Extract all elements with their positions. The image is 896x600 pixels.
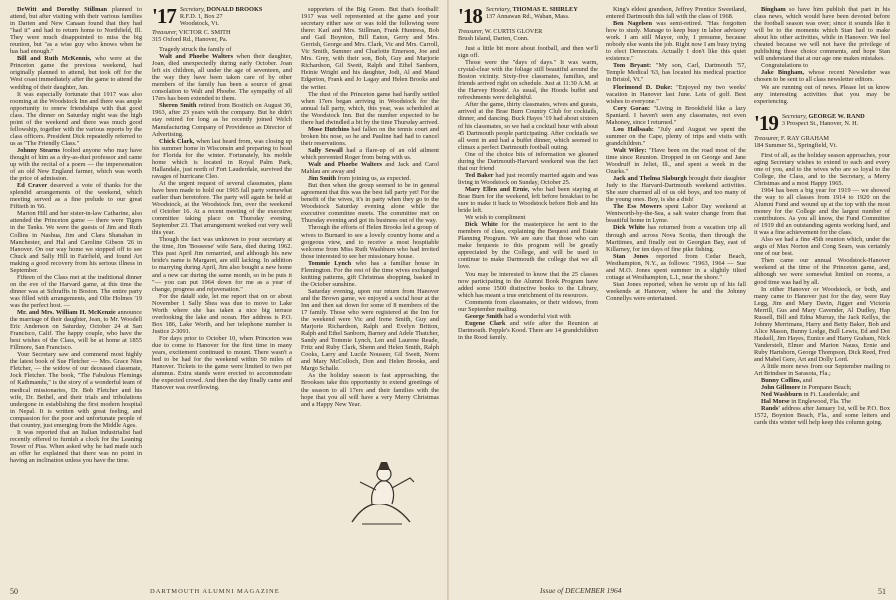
secretary-name: DONALD BROOKS [206, 6, 263, 13]
page-gutter [447, 0, 449, 600]
name-highlight: Ted Baker [465, 171, 494, 179]
paragraph [754, 398, 890, 405]
paragraph-text: deserved a vote of thanks for the splendid arrangements of the weekend, which meeting served as a fine prelude to our great Fiftieth in '66. [10, 182, 142, 211]
paragraph [606, 175, 746, 203]
paragraph-text: has returned from a vacation trip all through and across Nova Scotia, then through the Maritimes, and finally out to Georgian Bay, east of Killarney, for ten days of fine pike fishing. [606, 224, 746, 253]
paragraph [152, 53, 292, 102]
paragraph [754, 391, 890, 398]
paragraph-text: for the masterpiece he sent to the members of class, explaining the Bequest and Estate Planning Program. We are sure that those who can make bequests to this program will be greatly appreciated by the College, and will be used to continue to make Dartmouth the college that we all love. [458, 221, 598, 271]
paragraph-text: retired from Bostitch on August 30, 1963, after 23 years with the company. But he didn't stay retired for long as he recently joined Welch Manufacturing Company of Providence as Director of Advertising. [152, 102, 292, 138]
paragraph-text: and [801, 377, 812, 385]
paragraph-text: After the game, thirty classmates, wives and guests, arrived at the Brae Burn Country Club for cocktails, dinner, and dancing. Buck Hayes '19 had about sixteen of his classmates, so we had a cocktail hour with about 45 Dartmouth people participating. After cocktails we all went in and had a buffet dinner, which seemed to climax a perfect Dartmouth football outing. [458, 101, 598, 151]
paragraph-text: planned to attend, but after visiting with their various families in Darien and New Canaan found that they had "had it" and had to return home to Northfield, Ill. They were much disappointed to miss the big reunion, but "as a wise guy who knows when he has had enough." [10, 6, 142, 56]
paragraph-text: We are running out of news. Please let us know any interesting activities that you may be experiencing. [754, 83, 890, 105]
paragraph-text: spent Labor Day weekend at Wentworth-by-the-Sea, a salt water change from that beautiful home in Lyme. [606, 203, 746, 225]
column-body [458, 45, 598, 341]
paragraph [606, 253, 746, 281]
paragraph [10, 91, 142, 147]
paragraph [152, 102, 292, 137]
paragraph-text: Marion Hill and her sister-in-law Catharine, also attended the Princeton game — there were Tigers in the Tanks. We were the guests of Jim and Ruth Collins in Nashua, Jim and Clara Shanahan in Manchester, and Hal and Caroline Gibson '26 in Hanover. On our way home we stopped off to see Chuck and Sally Hill in Fairfield, and found Art making a good recovery from his serious illness in September. [10, 210, 142, 274]
paragraph-text: Congratulations to [761, 62, 809, 70]
paragraph-text: One of the choice bits of information we gleaned during the Dartmouth-Harvard weekend was the fact that our friend [458, 150, 598, 172]
paragraph [458, 320, 598, 341]
paragraph [606, 20, 746, 62]
paragraph [754, 377, 890, 384]
paragraph [152, 236, 292, 292]
paragraph-text: As the holiday season is fast approaching, the Brookses take this opportunity to extend greetings of the season to all 17ers and their families with the hope that you all will have a very Merry Christmas and a Happy New Year. [301, 372, 439, 408]
name-highlight: Dick White [613, 224, 645, 232]
paragraph-text: King's eldest grandson, Jeffrey Prentice Sweetland, entered Dartmouth this fall with the class of 1968. [606, 6, 746, 21]
paragraph [152, 138, 292, 180]
paragraph-text: was semi-retired. "Has forgotten how to study. Manage to keep busy in labor advisory work. I am still Mayor, only, I presume, because nobody else wants the job. Right now I am busy trying to elect Democrats. Actually I don't like this quiet existence." [606, 20, 746, 63]
paragraph-text: and wife after the Reunion at Dartmouth. Pepple's Kood. There are 14 grandchildren in the Rood family. [458, 319, 598, 341]
paragraph [606, 224, 746, 252]
paragraph [152, 46, 292, 53]
treasurer-name: VICTOR C. SMITH [178, 29, 231, 36]
paragraph [606, 105, 746, 126]
paragraph-text: Comments from classmates, or their widows, from our September mailing. [458, 298, 598, 313]
paragraph [606, 281, 746, 302]
paragraph-text: Those were the "days of days." It was warm, crystal-clear with the foliage still beautiful around the Boston vicinity. Sixty-five classmates, families, and friends arrived right on schedule. Just at 11:30 A.M. at the Harvey Hoods'. As usual, the Hoods buffet and refreshments were delightful. [458, 59, 598, 102]
paragraph [754, 384, 890, 391]
class-year: '19 [754, 110, 778, 135]
paragraph-text: had fallen on the tennis court and broken his nose, so he and Pauline had had to cancel their reservations. [301, 125, 439, 147]
secretary-role: Secretary, [781, 112, 807, 120]
treasurer-address: 184 Summer St., Springfield, Vt. [754, 141, 838, 149]
secretary-address-1: R.F.D. 1, Box 27 [179, 13, 223, 20]
paragraph [754, 6, 890, 62]
name-highlight: Sheren Smith [159, 102, 197, 110]
paragraph-text: It was especially fortunate that 1917 was also rooming at the Woodstock Inn and there was ample opportunity to renew friendships with that good class. The dinner on Saturday night was the high point of the weekend and there was much good fellowship, together with the various reports by the class officers. President Dick repeatedly referred to us as "The Friendly Class." [10, 90, 142, 147]
paragraph-text: who had been staying at Brae Burn for the weekend, left before breakfast to be sure to make it back to Woodstock before Bob and his bride left. [458, 185, 598, 215]
paragraph-text: A little more news from our September mailing to Art Brindsee in Sarasota, Fla.; [754, 363, 890, 378]
name-highlight: Rands' [761, 405, 781, 413]
paragraph [754, 405, 890, 426]
name-highlight: Stan Jones [613, 252, 649, 260]
name-highlight: Ned Washburn [761, 391, 802, 399]
paragraph [10, 210, 142, 273]
paragraph [10, 55, 142, 90]
paragraph-text: Tragedy struck the family of [159, 46, 232, 53]
paragraph-text: when last heard from, was closing up his summer home in Wisconsin and preparing to head for Florida for the winter. Fortunately, his mobile home which is located in Royal Palm Park, Hallandale, just north of Fort Lauderdale, survived the ravages of hurricane Cleo. [152, 137, 292, 180]
paragraph-text: reported from Cedar Beach, Westhampton, N.Y., as follows: "1963, 1964 — Sue and M.O. Jones spent summer in a slightly tilted cottage at Westhampton, L.I., near the shore." [606, 252, 746, 281]
paragraph [10, 147, 142, 182]
paragraph [458, 151, 598, 172]
paragraph [754, 363, 890, 377]
name-highlight: Bunny Collins, [761, 377, 802, 385]
paragraph [754, 84, 890, 105]
paragraph [301, 260, 439, 288]
name-highlight: Tommie Lynch [308, 259, 352, 267]
paragraph [10, 182, 142, 210]
secretary-name: THOMAS E. SHIRLEY [512, 6, 578, 13]
name-highlight: Florimond D. Duke: [613, 83, 673, 91]
name-highlight: Tom Bryant: [613, 62, 652, 70]
paragraph-text: You may be interested to know that the 25 classes now participating in the Alumni Book Program have added some 1500 distinctive books to the Library, which has meant a true enrichment of its resources. [458, 270, 598, 299]
paragraph-text: who has a familiar house in Flemington. For the rest of the time wives exchanged knitting patterns, gift Christmas shopping, basked in the October sunshine. [301, 259, 439, 288]
name-highlight: Ben Nagelsen [613, 20, 652, 28]
paragraph [458, 45, 598, 59]
right-column-2 [606, 6, 746, 592]
paragraph [458, 172, 598, 186]
class-officers [782, 113, 865, 127]
treasurer-address: Brush Island, Darien, Conn. [458, 35, 529, 42]
running-foot-left: DARTMOUTH ALUMNI MAGAZINE [150, 588, 280, 595]
paragraph-text: foolied anyone who may have thought of him as a dry-as-dust professor and came up with the recital of a poem — the impersonation of an old New England farmer, which was worth the price of admission. [10, 146, 142, 183]
left-column-1 [10, 6, 142, 592]
paragraph-text: supporters of the Big Green. But that's football! 1917 was well represented at the game and your secretary either saw or was told the following were there: Karl and Mrs. Stillman, Frank Huntress, Bob and Gail Boynton, Bill Eaton, Gerry and Mrs. Gerrish, George and Mrs. Clark, Vic and Mrs. Carroll, Vic Smith, Sumner and Charlotte Emerson, Joe and Mrs. Grey, with their son, Bob, Guy and Marjorie Richardson, Gil Swett, Ralph and Ethel Sanborn, Heinie Wright and his daughter, Jodi, Al and Maud Edgerton, Frank and Jo Lagay and Helen Brooks and the writer. [301, 6, 439, 91]
paragraph-text: Saturday evening, upon our return from Hanover and the Brown game, we enjoyed a social hour at the Inn and then sat down for some of 8 members of the 17 family. Those who were registered at the Inn for the weekend were Vic and Irene Smith, Guy and Marjorie Richardson, Ralph and Evelyn Britton, Ralph and Ethel Sanborn, Barney and Adele Thatcher, Sandy and Tommie Lynch, Len and Laurene Reade, Fritz and Ruby Clark, Shenn and Helen Smith, Ralph Cooks, Larry and Lucile Nouseer, Gil Swett, Norm and Mary McColloch, Don and Helen Brooks, and Margo Schalle. [301, 287, 439, 373]
paragraph [301, 182, 439, 224]
paragraph-text: 1964 has been a big year for 1919 — we showed the way to all classes from 1914 to 1920 on the Alumni Fund and wound up at the top with the most money for the College and the largest number of contributors. As you all know, the Fund Committee of 1919 did an outstanding agents working hard, and it was a fine achievement for the class. [754, 186, 890, 237]
paragraph [458, 299, 598, 313]
paragraph-text: "Have been on the road most of the time since Reunion. Dropped in on George and Jane Woodruff in Jeliet, Ill., and spent a week in the Ozarks." [606, 146, 746, 176]
name-highlight: Jim Smith [308, 175, 337, 183]
name-highlight: Mose Hutchins [308, 125, 350, 133]
paragraph [606, 203, 746, 224]
paragraph [458, 59, 598, 101]
paragraph-text: "My son, Carl, Dartmouth '57, Temple Medical '63, has located his medical practice in Bristol, Vt." [606, 62, 746, 84]
paragraph [458, 313, 598, 320]
paragraph-text: But then when the group seemed to be in general agreement that this was the best fall party yet! For the benefit of the wives, it's in party when they go to the Woodstock Saturday evening alone while the executive committee meets. The committee met on Thursday evening and got its business out of the way. [301, 182, 439, 225]
secretary-address-1: 3 Prospect St., Hanover, N. H. [781, 119, 859, 127]
treasurer-role: Treasurer, [458, 28, 484, 35]
right-column-1 [458, 6, 598, 592]
paragraph [754, 69, 890, 83]
name-highlight: Johnny Stearns [17, 146, 60, 154]
secretary-address-2: Woodstock, Vt. [179, 20, 219, 27]
name-highlight: Sally Sewall [308, 146, 343, 154]
paragraph [606, 62, 746, 83]
paragraph-text: For days prior to October 10, when Princeton was due to come to Hanover for the first time in many years, excitement continued to mount. There wasn't a bed to be had for the weekend within 50 miles of Hanover. Tickets to the game were limited to two per alumnus. Extra stands were erected to accommodate the expected crowd. And then the day finally came and Hanover was overflowing. [152, 334, 292, 392]
class-year: '17 [152, 6, 176, 28]
class-header-17 [152, 6, 292, 27]
paragraph [301, 126, 439, 147]
paragraph [301, 161, 439, 175]
name-highlight: Jake Bingham, [761, 69, 805, 77]
name-highlight: The Ess Mowers [613, 203, 662, 211]
paragraph-text: In either Hanover or Woodstock, or both, and many came to Hanover just for the day, were Ray Legg, Jim and Mary Davin, Jigger and Victoria Merrill, Gus and Mary Cavender, Al Dudley, Hap Russell, Bill and Edna Murray, the Jack Kellys, the Johnny Merrimans, Harry and Betty Baker, Bob and Alice Mason, Bunny Lodge, Bull Lewis, Ed and Dot Haskell, Jim Hayes, Eunice and Harry Graham, Nick Vanderstelt, Elmer and Marion Nauss, Ernie and Ruby Hartshorn, George Thompson, Dick Reed, Fred and Mabel Gere, Art and Dolly Lord. [754, 285, 890, 364]
paragraph-text: Then came our annual Woodstock-Hanover weekend at the time of the Princeton game, and, although we were somewhat limited on rooms, a good time was had by all. [754, 257, 890, 286]
paragraph-text: Also we had a fine 45th reunion which, under the aegis of Max Norton and Cong Sears, was certainly one of our best. [754, 236, 890, 258]
name-highlight: Eugene Clark [465, 319, 506, 327]
paragraph-text: "Living in Brookfield like a lazy Spaniard. I haven't seen any classmates, not even Mahoney, since I returned." [606, 104, 746, 126]
name-highlight: Walt and Phoebe Walters [159, 53, 234, 61]
paragraph [152, 180, 292, 236]
paragraph-text: For the datalf side, let me report that on or about November 1 Sally Shea was due to move to Lake Worth where she has taken a nice big terrace overlooking the lake and ocean. Her address is P.O. Box 186, Lake Worth, and her telephone number is Justice 2-3091. [152, 292, 292, 335]
paragraph [152, 335, 292, 391]
secretary-role: Secretary, [179, 6, 205, 13]
name-highlight: George Smith [465, 312, 503, 320]
paragraph [754, 257, 890, 285]
name-highlight: Cory Goran: [613, 104, 651, 112]
paragraph [458, 214, 598, 221]
secretary-address-1: 137 Annawan Rd., Waban, Mass. [485, 13, 570, 20]
treasurer-role: Treasurer, [754, 134, 780, 142]
paragraph-text: First of all, as the holiday season approaches, your aging Secretary wishes to extend to each and every one of you, and to the wives who are so loyal to the College, the Class, and to the Secretary, a Merry Christmas and a most Happy 1965. [754, 151, 890, 187]
class-officers [180, 6, 263, 27]
name-highlight: Bill and Ruth McKennis, [17, 55, 92, 63]
page-number-left: 50 [10, 587, 18, 596]
paragraph-text: in Ft. Lauderdale; and [801, 391, 860, 399]
paragraph-text: Your Secretary saw and commend most highly the latest book of Sue Fletcher — Mrs. Grace Nies Fletcher, — the widow of our deceased classmate, Jock Fletcher. The book, "The Fabulous Flemings of Kathmandu," is the story of a wonderful team of medical missionaries, Dr. Bob Fletcher and his wife, Dr. Bethel, and their trials and tribulations undergone in establishing the first modern hospital in Nepal. It is written with great feeling, and compassion for the poor and unfortunate people of that country, just emerging from the Middle Ages. [10, 351, 142, 429]
left-column-2 [152, 6, 292, 592]
paragraph [301, 224, 439, 259]
paragraph [754, 236, 890, 257]
paragraph [301, 6, 439, 91]
treasurer-name: F. RAY GRAHAM [780, 134, 830, 142]
treasurer-role: Treasurer, [152, 29, 178, 36]
secretary-name: GEORGE W. RAND [808, 112, 865, 120]
column-body [152, 46, 292, 391]
paragraph [301, 147, 439, 161]
paragraph-text: Through the efforts of Helen Brooks led a group of wives to Burnard to see a lovely country home and a gorgeous view, and to receive a most hospitable welcome from Miss Ruth Washburn who had invited those interested to see her missionary house. [301, 224, 439, 260]
paragraph [301, 175, 439, 182]
treasurer-line [152, 29, 292, 43]
paragraph-text: brought their daughter Judy to the Harvard-Dartmouth weekend activities. She sure charmed all of us old boys, and too many of the young ones. Boy, is she a dish! [606, 175, 746, 204]
paragraph [606, 84, 746, 105]
column-body-top [754, 6, 890, 105]
paragraph [754, 286, 890, 364]
treasurer-line [754, 135, 890, 149]
name-highlight: Walt Wiley: [613, 146, 647, 154]
treasurer-name: W. CURTIS GLOVER [484, 28, 543, 35]
paragraph [301, 372, 439, 407]
paragraph [458, 221, 598, 270]
paragraph [10, 6, 142, 55]
paragraph-text: Though the fact was unknown to your secretary at the time, Jim 'Bosseese' wife Sara, died during 1962. This past April Jim remarried, and although his new bride's name is Margaret, are still lacking. In addition to marrying during April, Jim also bought a new home and a new car during the same month, so in he puts it "— you can put 1964 down for me as a year of change, progress and rejuvenation." [152, 236, 292, 293]
name-highlight: John Gillmore [761, 384, 801, 392]
treasurer-line [458, 28, 598, 42]
paragraph-text: who were at the Princeton game the previous weekend, had originally planned to attend, but took off for the West coast immediately after the game to attend the wedding of their daughter, Jan. [10, 55, 142, 91]
class-header-18 [458, 6, 598, 26]
paragraph-text: Fifteen of the Class met at the traditional dinner on the eve of the Harvard game, at this time the dinner was at Schraffts in Boston. The entire party was filled with arrangements, and Olie Holmes '19 was the perfect host. — [10, 273, 142, 309]
paragraph-text: had a flare-up of an old ailment which prevented Roger from being with us. [301, 146, 439, 161]
name-highlight: Jack and Thelma Slaburgh [613, 175, 688, 183]
paragraph-text: had a wonderful visit with [502, 312, 571, 320]
paragraph [754, 62, 890, 69]
paragraph [301, 288, 439, 373]
paragraph-text: in Englewood, Fla. The [789, 398, 851, 406]
column-body [754, 152, 890, 427]
name-highlight: Bingham [761, 6, 786, 13]
paragraph [301, 91, 439, 126]
paragraph-text: address after January 1st, will be P.O. Box 1572, Boynton Beach, Fla., and some letters and cards this winter will help keep this column going. [754, 405, 890, 427]
paragraph [606, 126, 746, 147]
paragraph [10, 351, 142, 429]
paragraph-text: in Pompano Beach; [800, 384, 852, 392]
paragraph [10, 429, 142, 464]
paragraph [458, 271, 598, 299]
paragraph-text: when their daughter, Joan, died unexpectedly during early October. Joan left six children, all under the age of seventeen, and the way they have been taken care of by other members of the family has been a source of great consolation to Walt and Phoebe. The sympathy of all 17ers has been extended to them. [152, 53, 292, 103]
class-year: '18 [458, 6, 482, 28]
right-column-3 [754, 6, 890, 592]
paragraph-text: from joining us, as expected. [336, 175, 411, 183]
paragraph-text: had just recently married again and was living in Woodstock on Sunday, October 25. [458, 171, 598, 186]
paragraph-text: At the urgent request of several classmates, plans have been made to hold our 1965 fall party somewhat earlier than heretofore. The party will again be held at Woodstock, at the Woodstock Inn, over the weekend of October 16. At a recent meeting of the executive committee taking place on Thursday evening, September 23. That arrangement worked out very well this year. [152, 179, 292, 237]
paragraph-text: announce the marriage of their daughter, Jean, to Mr. Woodell Eric Anderson on Saturday, October 24 at San Francisco, Calif. The happy couple, who have the best wishes of the Class, will be at home at 1855 Fillmore, San Francisco. [10, 309, 142, 352]
cartoon-illustration [332, 452, 428, 532]
paragraph-text: "Enjoyed my two weeks' vacation in Hanover last June. Lots of golf. Best wishes to everyone." [606, 83, 746, 105]
page-number-right: 51 [878, 587, 886, 596]
paragraph-text: The dust of the Princeton game had hardly settled when 17ers began arriving in Woodstock for the annual fall party, which, this year, was scheduled at the Woodstock Inn. But the number expected to be there had dwindled a bit by the time Thursday arrived. [301, 90, 439, 126]
name-highlight: Ed Craver [17, 182, 48, 190]
name-highlight: Mary Ellen and Ernie, [465, 185, 530, 193]
paragraph [606, 147, 746, 175]
name-highlight: Lou Hallsaah: [613, 125, 654, 133]
class-officers [486, 6, 578, 20]
paragraph-text: whose recent Newsletter was chosen to be sent to all class newsletter editors. [754, 69, 890, 84]
paragraph-text: We wish to compliment [465, 214, 526, 222]
paragraph-text: so have him publish that part in his class news, which would have been devoted before the football season was over; since it sounds like it will be to the moments which Stan had to make about his other activities, while in Hanover. We feel cheated because we will not have the privilege of publishing those choice comments, and hope Stan will understand that at our age one makes mistakes. [754, 6, 890, 63]
paragraph-text: "July and August we spent the summer on the Cape, plenty of trips and visits with grandchildren." [606, 125, 746, 147]
paragraph-text: It was reported that an Italian industrialist had recently offered to furnish a clock for the Leaning Tower of Pisa. When asked why he had made such an offer he explained that there was no point in having an inclination unless you have the time. [10, 428, 142, 464]
name-highlight: Walt and Phoebe Walters [308, 161, 383, 169]
paragraph [152, 293, 292, 335]
paragraph [606, 6, 746, 20]
paragraph [10, 274, 142, 309]
running-foot-right: Issue of DECEMBER 1964 [540, 586, 622, 595]
name-highlight: Mr. and Mrs. William H. McKenzie [17, 309, 116, 317]
name-highlight: DeWitt and Dorothy Stillman [17, 6, 108, 13]
paragraph [458, 186, 598, 214]
name-highlight: Chick Clark, [159, 137, 195, 145]
paragraph [754, 152, 890, 187]
paragraph [10, 309, 142, 351]
paragraph-text: Just a little bit more about football, and then we'll sign off. [458, 45, 598, 60]
treasurer-address: 315 Oxford Rd., Hanover, Pa. [152, 36, 228, 43]
paragraph [754, 187, 890, 236]
paragraph-text: Stan Jones reported, when he wrote up of his fall weekends at Hanover, where he and the Johnny Connellys were entertained. [606, 280, 746, 302]
secretary-role: Secretary, [485, 6, 511, 13]
paragraph-text: and Jack and Carol Mahlau are away and [301, 161, 439, 176]
paragraph [458, 101, 598, 150]
name-highlight: Hal Morse [761, 398, 790, 406]
class-header-19 [754, 110, 890, 135]
name-highlight: Dick White [465, 221, 498, 229]
